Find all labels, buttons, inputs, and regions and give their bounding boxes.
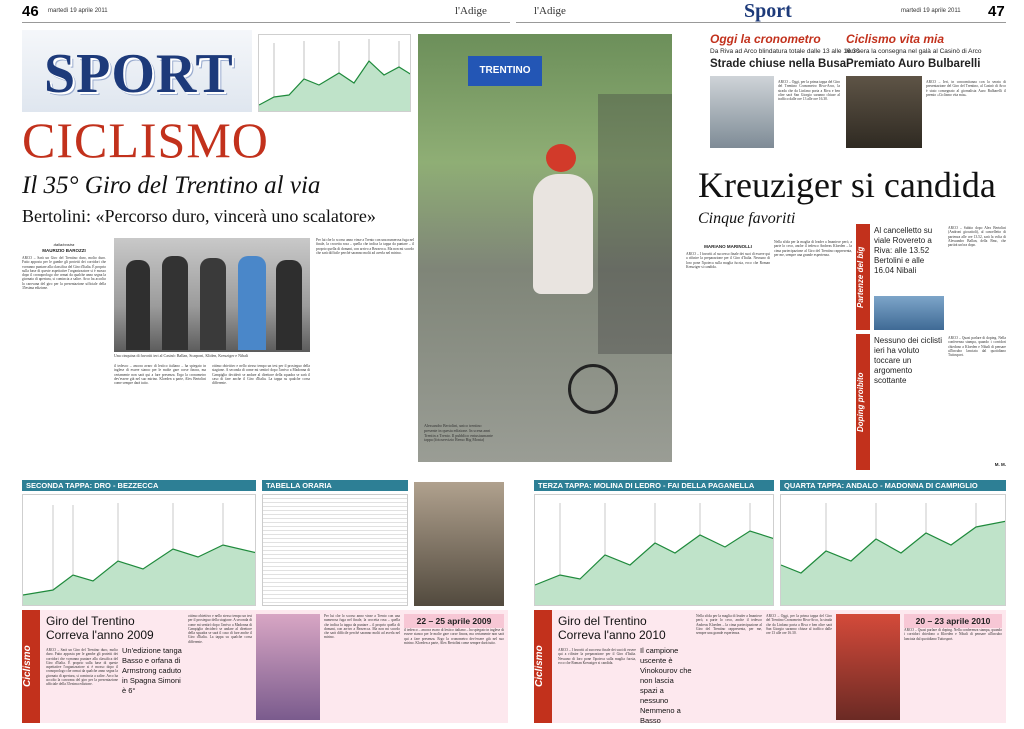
ciclismo-side-label-left: Ciclismo	[22, 610, 40, 723]
doping-text: Nessuno dei ciclisti ieri ha voluto toccare un argomento scottante	[874, 336, 943, 385]
kicker-ciclismo: CICLISMO	[22, 112, 269, 168]
page-number-left: 46	[22, 3, 39, 20]
right-subheadline: Cinque favoriti	[698, 210, 796, 227]
giro-2009-box	[22, 610, 508, 723]
rider-silhouette-3	[200, 258, 226, 350]
giro-2010-text-1: ARCO – I favoriti al successo finale dei suoi di essere qui a rifinire la preparazione per il Giro d'Italia. Nessuno di loro pone l'ipoteca sulla maglia fucsia, ecco che Roman Kreuziger si candida.	[558, 648, 636, 665]
giro-2009-results: il tedesco – ancora avaro di lesiico italiano – ha spiegato in inglese di essere stanco per le molte gare corse finora, ma certamente non sarà qui a fare presenza. Ergo la cronometro dev'essere già nel suo mirino. Kloeden a parte, Alex Bertolini come sempre darà tutto.	[404, 628, 504, 645]
giro-2009-text-2: ottimo obiettivo e nello stesso tempo un test per il prosieguo della stagione. A seconda di come mi sentirò dopo l'arrivo a Madonna di Campiglio deciderò se andare al direttore della squadra se sarà il caso di fare anche il Giro d'Italia. La tappa su qualche corsa differente.	[188, 614, 252, 644]
rider-silhouette-4	[238, 256, 266, 350]
trentino-banner-photo: TRENTINO	[468, 56, 542, 86]
partenze-text: Al cancelletto su viale Rovereto a Riva: alle 13.52 Bertolini e alle 16.04 Nibali	[874, 226, 933, 275]
stage3-banner: TERZA TAPPA: MOLINA DI LEDRO - FAI DELLA PAGANELLA	[534, 480, 774, 491]
giro-2010-dates: 20 – 23 aprile 2010	[904, 614, 1002, 628]
giro-2010-box	[534, 610, 1006, 723]
article-column-1: ARCO – Sarà un Giro del Trentino duro, molto duro. Fatto apposta per le gambe gli protetti dei corridori che vorranno puntare alla classifica del Giro d'Italia. È proprio sulla base di queste aspettative l'organizzatore si è mosso dopo il cronoprologo che ormai da qualche anno segna la giornata di apertura, si comincia a salire. Arco ha accolto la carovana del giro per la presentazione ufficiale della 35esima edizione.	[22, 256, 106, 291]
ciclismo-side-label-right: Ciclismo	[534, 610, 552, 723]
tabella-oraria-table	[262, 494, 408, 606]
page-date-left: martedì 19 aprile 2011	[48, 8, 108, 14]
article-column-4: Per lui che lo scorso anno vinse a Trento con una numerosa fuga nel finale, la crocetta rosa – quella che indica la tappa da puntare – il proprio quella di domani, con arrivo a Bezzecca. Ma non mi scordo che sarà difficile perché saranno molti ad averla nel mirino.	[316, 238, 414, 255]
subheadline: Bertolini: «Percorso duro, vincerà uno scalatore»	[22, 206, 376, 226]
giro-2009-title: Giro del Trentino Correva l'anno 2009	[46, 614, 154, 642]
giro-2010-photo	[836, 614, 900, 720]
rider-silhouette-1	[126, 260, 150, 350]
partenze-photo	[874, 296, 944, 330]
right-column-1: ARCO – I favoriti al successo finale dei suoi di essere qui a rifinire la preparazione per il Giro d'Italia. Nessuno di loro pone l'ipoteca sulla maglia fucsia, ecco che Roman Kreuziger si candida.	[686, 252, 770, 269]
main-headline: Il 35° Giro del Trentino al via	[22, 172, 321, 199]
tabella-oraria-banner: TABELLA ORARIA	[262, 480, 408, 491]
right-main-headline: Kreuziger si candida	[698, 165, 996, 205]
crono-subtitle: Da Riva ad Arco blindatura totale dalle 13 alle 16.30	[710, 48, 860, 55]
rider-silhouette-5	[276, 260, 302, 350]
rider-silhouette-2	[162, 256, 188, 350]
section-sport-title: SPORT	[44, 43, 234, 105]
group-photo-caption: Una cinquina di favoriti ieri al Casinò: Ballan, Scarponi, Kliden, Kreuziger e Nibali	[114, 354, 249, 358]
sport-logo-box	[22, 30, 252, 112]
giro-2009-photo	[256, 614, 320, 720]
crono-text: ARCO – Oggi, per la prima tappa del Giro del Trentino Cronometro Riva-Arco, la strada che da Linfano porta a Riva e ben oltre sarà San Giorgio saranno chiuse al traffico dalle ore 13 alle ore 16.30.	[778, 80, 840, 102]
paper-name-right: l'Adige	[534, 5, 566, 17]
byline-left: MAURIZIO BAROZZI	[42, 248, 86, 253]
giro-2010-quote: Il campione uscente è Vinokourov che non lascia spazi a nessuno Nemmeno a Basso	[640, 646, 692, 725]
stage-profile-top	[258, 34, 411, 112]
crono-title: Strade chiuse nella Busa	[710, 58, 847, 70]
vita-title: Premiato Auro Bulbarelli	[846, 58, 981, 70]
bottom-left-photo-1	[414, 482, 504, 606]
right-page	[516, 0, 1024, 729]
giro-2009-text-1: ARCO – Sarà un Giro del Trentino duro, molto duro. Fatto apposta per le gambe gli protetti dei corridori che vorranno puntare alla classifica del Giro d'Italia. È proprio sulla base di queste aspettative l'organizzatore si è mosso dopo il cronoprologo che ormai da qualche anno segna la giornata di apertura, si comincia a salire. Arco ha accolto la carovana del giro per la presentazione ufficiale della 35esima edizione.	[46, 648, 118, 687]
giro-2009-text-3: Per lui che lo scorso anno vinse a Trento con una numerosa fuga nel finale, la crocetta rosa – quella che indica la tappa da puntare – il proprio quella di domani, con arrivo a Bezzecca. Ma non mi scordo che sarà difficile perché saranno molti ad averla nel mirino.	[324, 614, 400, 640]
giro-2009-quote: Un'edizione tanga Basso e orfana di Armstrong caduto in Spagna Simoni è 6°	[122, 646, 182, 695]
section-sport-right: Sport	[744, 0, 792, 22]
main-photo-caption: Alessandro Bertolini, unico trentino presente in questa edizione. In scena anni Trentin a Trento. Il pubblico entusiasmante tappa (fotoservizio Remo Big Monia)	[424, 423, 493, 443]
vita-text: ARCO – Ieri, in concomitanza con la serata di presentazione del Giro del Trentino, al Casinò di Arco è stato consegnato al giornalista Auro Bulbarelli il premio «Ciclismo vita mia».	[926, 80, 1006, 97]
paper-name-left: l'Adige	[455, 5, 487, 17]
article-column-3: ottimo obiettivo e nello stesso tempo un test per il prosieguo della stagione. A seconda di come mi sentirò dopo l'arrivo a Madonna di Campiglio deciderò se andare al direttore della squadra se sarà il caso di fare anche il Giro d'Italia. La tappa su qualche corsa differente.	[212, 364, 310, 386]
right-column-2: Nella sfida per la maglia di leader a Imaniece però, a parte lo ceco, anche il tedesco Andreas Kloeden – la cima partecipazione al Giro del Trentino rappresenta, per me, sempre una grande esperienza.	[774, 240, 852, 257]
stage3-profile	[534, 494, 774, 606]
stage2-banner: SECONDA TAPPA: DRO - BEZZECCA	[22, 480, 256, 491]
stage4-profile	[780, 494, 1006, 606]
stage4-profile-graph	[781, 495, 1006, 606]
partenze-side-label: Partenze del big	[856, 224, 870, 330]
giro-2010-text-2: Nella sfida per la maglia di leader a Imaniece però, a parte lo ceco, anche il tedesco Andreas Kloeden – la cima partecipazione al Giro del Trentino rappresenta, per me, sempre una grande esperienza.	[696, 614, 762, 636]
crono-label: Oggi la cronometro	[710, 32, 821, 46]
vita-photo	[846, 76, 922, 148]
crono-photo	[710, 76, 774, 148]
stage3-profile-graph	[535, 495, 774, 606]
header-rule-left	[22, 22, 510, 23]
doping-side-label: Doping proibito	[856, 334, 870, 470]
doping-signature: M. M.	[994, 462, 1006, 467]
page-date-right: martedì 19 aprile 2011	[901, 8, 961, 14]
partenze-article: ARCO – Subito dopo Alex Bertolini (Androni giocattoli), al cancelletto di partenza alle ore 13.52, sarà la volta di Alessandro Ballan, della Bmc, che partirà un'ora dopo.	[948, 226, 1006, 248]
giro-2010-results: ARCO – Quasi parlare di doping. Nella conferenza stampa, quando i corridori chiedono a Kloeden e Nibali di pensare all'incubo lanciata dal quotidiano Tuttosport.	[904, 628, 1002, 641]
byline-prefix-left: dalla/nostra	[53, 242, 75, 247]
stage2-profile	[22, 494, 256, 606]
byline-right: MARIANO MARINOLLI	[704, 244, 752, 249]
giro-2010-title: Giro del Trentino Correva l'anno 2010	[558, 614, 666, 642]
stage-profile-graph	[259, 35, 411, 112]
vita-subtitle: Ieri sera la consegna nel galà al Casinò di Arco	[846, 48, 982, 55]
giro-2010-text-3: ARCO – Oggi, per la prima tappa del Giro del Trentino Cronometro Riva-Arco, la strada che da Linfano porta a Riva e ben oltre sarà San Giorgio saranno chiuse al traffico dalle ore 13 alle ore 16.30.	[766, 614, 832, 636]
vita-label: Ciclismo vita mia	[846, 32, 945, 46]
page-number-right: 47	[988, 3, 1005, 20]
article-column-2: il tedesco – ancora avaro di lesiico italiano – ha spiegato in inglese di essere stanco per le molte gare corse finora, ma certamente non sarà qui a fare presenza. Ergo la cronometro dev'essere già nel suo mirino. Kloeden a parte, Alex Bertolini come sempre darà tutto.	[114, 364, 206, 386]
doping-article: ARCO – Quasi parlare di doping. Nella conferenza stampa, quando i corridori chiedono a Kloeden e Nibali di pensare all'incubo lanciata dal quotidiano Tuttosport.	[948, 336, 1006, 358]
header-rule-right	[516, 22, 1006, 23]
giro-2009-dates: 22 – 25 aprile 2009	[404, 614, 504, 628]
stage2-profile-graph	[23, 495, 256, 606]
stage4-banner: QUARTA TAPPA: ANDALO - MADONNA DI CAMPIGLIO	[780, 480, 1006, 491]
favorites-group-photo	[114, 238, 310, 352]
